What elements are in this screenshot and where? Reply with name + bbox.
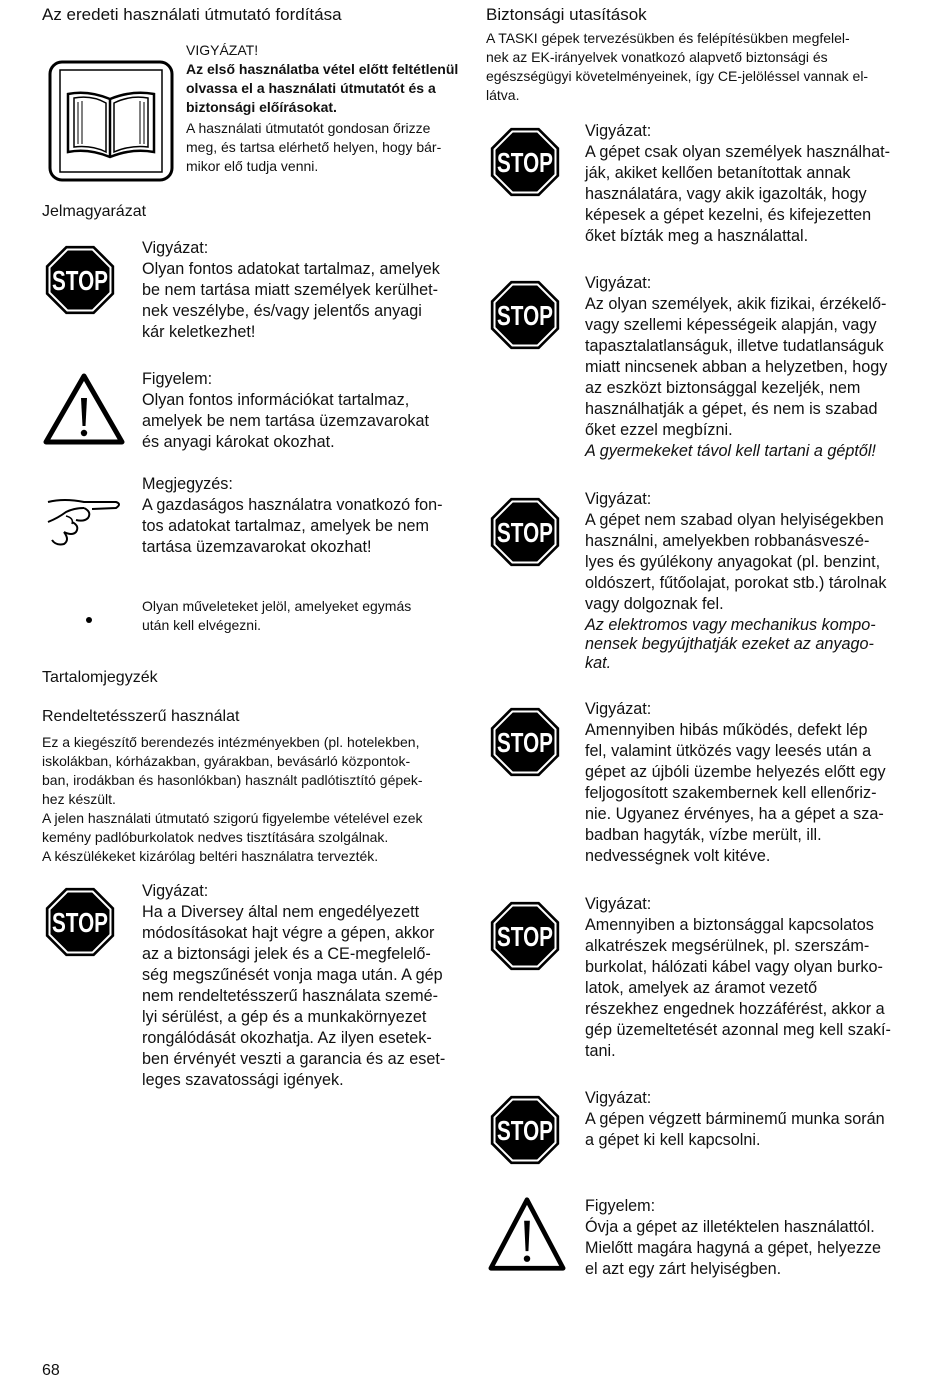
first-use-bold-line: biztonsági előírásokat. bbox=[186, 99, 337, 115]
diversey-warning-line: ség megszűnését vonja maga után. A gép bbox=[142, 966, 443, 984]
legend-bullet bbox=[142, 597, 411, 635]
warning-line: badban hagyták, vízbe merült, ill. bbox=[585, 826, 822, 844]
warning-line: feljogosított szakembernek kell ellenőriz- bbox=[585, 784, 877, 802]
warning-line: ják, akiket kellően betanítottak annak bbox=[585, 164, 851, 182]
caution-line: el azt egy zárt helyiségben. bbox=[585, 1260, 782, 1278]
warning-line: őket ezzel megbízni. bbox=[585, 421, 733, 439]
diversey-warning-title: Vigyázat: bbox=[142, 882, 209, 900]
stop-sign-text: STOP bbox=[497, 147, 553, 178]
warning-malfunction bbox=[585, 699, 886, 867]
caution-line: Óvja a gépet az illetéktelen használattól. bbox=[585, 1218, 875, 1236]
warning-line: tapasztalatlanságuk, illetve tudatlanságuk bbox=[585, 337, 884, 355]
stop-sign-text: STOP bbox=[497, 727, 553, 758]
warning-line: fel, valamint ütközés vagy leesés után a bbox=[585, 742, 872, 760]
warning-italic-line: A gyermekeket távol kell tartani a géptől! bbox=[585, 442, 876, 460]
pointing-hand-icon bbox=[44, 492, 124, 550]
stop-sign-icon bbox=[487, 898, 563, 974]
safety-heading: Biztonsági utasítások bbox=[486, 5, 647, 24]
safety-intro-line: A TASKI gépek tervezésükben és felépítésükben megfelel- bbox=[486, 30, 850, 46]
legend-caution-line: Olyan fontos információkat tartalmaz, bbox=[142, 391, 410, 409]
toc-label: Tartalomjegyzék bbox=[42, 669, 158, 686]
warning-line: használhatják a gépet, és nem is szabad bbox=[585, 400, 878, 418]
stop-sign-icon bbox=[487, 704, 563, 780]
diversey-warning-line: leges szavatossági igények. bbox=[142, 1071, 344, 1089]
first-use-bold-line: olvassa el a használati útmutatót és a bbox=[186, 80, 436, 96]
legend-caution-line: amelyek be nem tartása üzemzavarokat bbox=[142, 412, 430, 430]
intended-use-line: ban, irodákban és hasonlókban) használt padlótisztító gépek- bbox=[42, 772, 423, 788]
caution-unauthorized-use bbox=[585, 1196, 881, 1280]
warning-line: gép üzemeltetését azonnal meg kell szakí- bbox=[585, 1021, 891, 1039]
intended-use-text bbox=[42, 733, 423, 866]
warning-line: miatt nincsenek abban a helyzetben, hogy bbox=[585, 358, 888, 376]
stop-sign-text: STOP bbox=[497, 517, 553, 548]
warning-explosive bbox=[585, 489, 886, 673]
warning-title: Vigyázat: bbox=[585, 1089, 652, 1107]
warning-line: alkatrészek megsérülnek, pl. szerszám- bbox=[585, 937, 870, 955]
safety-intro-line: egészségügyi követelményeinek, így CE-jelöléssel vannak el- bbox=[486, 68, 869, 84]
warning-line: vagy szellemi képességeik alapján, vagy bbox=[585, 316, 877, 334]
diversey-warning-line: rongálódását okozhatja. Az ilyen esetek- bbox=[142, 1029, 432, 1047]
caution-title: Figyelem: bbox=[585, 1197, 656, 1215]
stop-sign-icon bbox=[487, 494, 563, 570]
warning-title: Vigyázat: bbox=[585, 700, 652, 718]
intended-use-heading: Rendeltetésszerű használat bbox=[42, 708, 240, 725]
stop-sign-icon bbox=[487, 1092, 563, 1168]
legend-note-title: Megjegyzés: bbox=[142, 475, 233, 493]
page-title: Az eredeti használati útmutató fordítása bbox=[42, 5, 342, 24]
stop-sign-text: STOP bbox=[497, 921, 553, 952]
warning-line: részekhez engednek hozzáférést, akkor a bbox=[585, 1000, 885, 1018]
stop-sign-text: STOP bbox=[52, 265, 108, 296]
warning-line: burkolat, hálózati kábel vagy olyan burko- bbox=[585, 958, 883, 976]
legend-caution bbox=[142, 369, 429, 453]
intended-use-line: kemény padlóburkolatok nedves tisztítására szolgálnak. bbox=[42, 829, 389, 845]
warning-line: lyes és gyúlékony anyagokat (pl. benzint, bbox=[585, 553, 881, 571]
first-use-line: A használati útmutatót gondosan őrizze bbox=[186, 120, 431, 136]
first-use-line: mikor elő tudja venni. bbox=[186, 158, 319, 174]
warning-title: Vigyázat: bbox=[585, 274, 652, 292]
warning-line: használni, amelyekben robbanásveszé- bbox=[585, 532, 870, 550]
intended-use-line: Ez a kiegészítő berendezés intézményekben (pl. hotelekben, bbox=[42, 734, 420, 750]
warning-title: Vigyázat: bbox=[585, 895, 652, 913]
warning-line: tani. bbox=[585, 1042, 616, 1060]
stop-sign-icon bbox=[42, 884, 118, 960]
safety-intro-line: nek az EK-irányelvek vonatkozó alapvető biztonsági és bbox=[486, 49, 828, 65]
warning-switch-off bbox=[585, 1088, 885, 1151]
warning-line: A gépen végzett bárminemű munka során bbox=[585, 1110, 885, 1128]
legend-stop-line: kár keletkezhet! bbox=[142, 323, 256, 341]
diversey-warning-line: ben érvényét veszti a garancia és az eset- bbox=[142, 1050, 446, 1068]
intended-use-line: A készülékeket kizárólag beltéri használatra tervezték. bbox=[42, 848, 379, 864]
warning-line: az eszközt biztonsággal kezeljék, nem bbox=[585, 379, 861, 397]
legend-note-line: tartása üzemzavarokat okozhat! bbox=[142, 538, 372, 556]
warning-line: Amennyiben hibás működés, defekt lép bbox=[585, 721, 868, 739]
warning-line: A gépet nem szabad olyan helyiségekben bbox=[585, 511, 884, 529]
page-number: 68 bbox=[42, 1362, 60, 1379]
warning-title: Vigyázat: bbox=[585, 122, 652, 140]
warning-line: oldószert, fűtőolajat, porokat stb.) tárolnak bbox=[585, 574, 887, 592]
warning-line: képesek a gépet kezelni, és kifejezetten bbox=[585, 206, 872, 224]
warning-line: nie. Ugyanez érvényes, ha a gépet a sza- bbox=[585, 805, 884, 823]
warning-line: őket bízták meg a használattal. bbox=[585, 227, 809, 245]
stop-sign-icon bbox=[487, 124, 563, 200]
manual-book-icon bbox=[48, 60, 174, 182]
legend-caution-title: Figyelem: bbox=[142, 370, 213, 388]
warning-line: vagy dolgoznak fel. bbox=[585, 595, 724, 613]
intended-use-line: iskolákban, kórházakban, gyárakban, bevásárló központok- bbox=[42, 753, 411, 769]
legend-stop-line: Olyan fontos adatokat tartalmaz, amelyek bbox=[142, 260, 440, 278]
warning-title: Vigyázat: bbox=[585, 490, 652, 508]
caution-triangle-icon bbox=[487, 1196, 567, 1272]
safety-intro-line: látva. bbox=[486, 87, 520, 103]
warning-italic-line: Az elektromos vagy mechanikus kompo- bbox=[585, 616, 876, 634]
legend-note-line: A gazdaságos használatra vonatkozó fon- bbox=[142, 496, 443, 514]
diversey-warning-line: módosításokat hajt végre a gépen, akkor bbox=[142, 924, 435, 942]
safety-intro bbox=[486, 29, 868, 105]
warning-line: használatára, vagy akik igazolták, hogy bbox=[585, 185, 867, 203]
warning-line: Az olyan személyek, akik fizikai, érzékelő- bbox=[585, 295, 887, 313]
first-use-line: meg, és tartsa elérhető helyen, hogy bár- bbox=[186, 139, 442, 155]
warning-line: nedvességnek volt kitéve. bbox=[585, 847, 771, 865]
legend-stop-line: be nem tartása miatt személyek kerülhet- bbox=[142, 281, 438, 299]
warning-line: latok, amelyek az áramot vezető bbox=[585, 979, 818, 997]
first-use-warning bbox=[186, 41, 476, 176]
legend-caution-line: és anyagi károkat okozhat. bbox=[142, 433, 335, 451]
intended-use-line: hez készült. bbox=[42, 791, 116, 807]
warning-trained-users bbox=[585, 121, 890, 247]
warning-line: A gépet csak olyan személyek használhat- bbox=[585, 143, 891, 161]
legend-note-line: tos adatokat tartalmaz, amelyek be nem bbox=[142, 517, 430, 535]
warning-line: a gépet ki kell kapcsolni. bbox=[585, 1131, 761, 1149]
warning-line: gépet az újbóli üzembe helyezés előtt egy bbox=[585, 763, 886, 781]
caution-line: Mielőtt magára hagyná a gépet, helyezze bbox=[585, 1239, 882, 1257]
first-use-heading: VIGYÁZAT! bbox=[186, 42, 259, 58]
diversey-warning-line: lyi sérülést, a gép és a munkakörnyezet bbox=[142, 1008, 427, 1026]
stop-sign-text: STOP bbox=[52, 907, 108, 938]
bullet-dot-icon bbox=[86, 617, 92, 623]
diversey-warning bbox=[142, 881, 445, 1091]
stop-sign-text: STOP bbox=[497, 300, 553, 331]
warning-line: Amennyiben a biztonsággal kapcsolatos bbox=[585, 916, 874, 934]
caution-triangle-icon bbox=[42, 372, 126, 446]
diversey-warning-line: az a biztonsági jelek és a CE-megfelelő- bbox=[142, 945, 431, 963]
diversey-warning-line: Ha a Diversey által nem engedélyezett bbox=[142, 903, 420, 921]
legend-bullet-line: Olyan műveleteket jelöl, amelyeket egymás bbox=[142, 598, 412, 614]
intended-use-line: A jelen használati útmutató szigorú figyelembe vételével ezek bbox=[42, 810, 423, 826]
stop-sign-icon bbox=[487, 277, 563, 353]
warning-capabilities bbox=[585, 273, 887, 462]
diversey-warning-line: nem rendeltetésszerű használata szemé- bbox=[142, 987, 439, 1005]
legend-label: Jelmagyarázat bbox=[42, 203, 147, 220]
first-use-bold-line: Az első használatba vétel előtt feltétlenül bbox=[186, 61, 459, 77]
warning-italic-line: kat. bbox=[585, 654, 612, 672]
stop-sign-icon bbox=[42, 242, 118, 318]
legend-bullet-line: után kell elvégezni. bbox=[142, 617, 262, 633]
legend-stop-line: nek veszélybe, és/vagy jelentős anyagi bbox=[142, 302, 422, 320]
stop-sign-text: STOP bbox=[497, 1115, 553, 1146]
legend-stop-title: Vigyázat: bbox=[142, 239, 209, 257]
legend-note bbox=[142, 474, 443, 558]
warning-italic-line: nensek begyújthatják ezeket az anyago- bbox=[585, 635, 874, 653]
legend-stop bbox=[142, 238, 440, 343]
warning-damaged-parts bbox=[585, 894, 891, 1062]
